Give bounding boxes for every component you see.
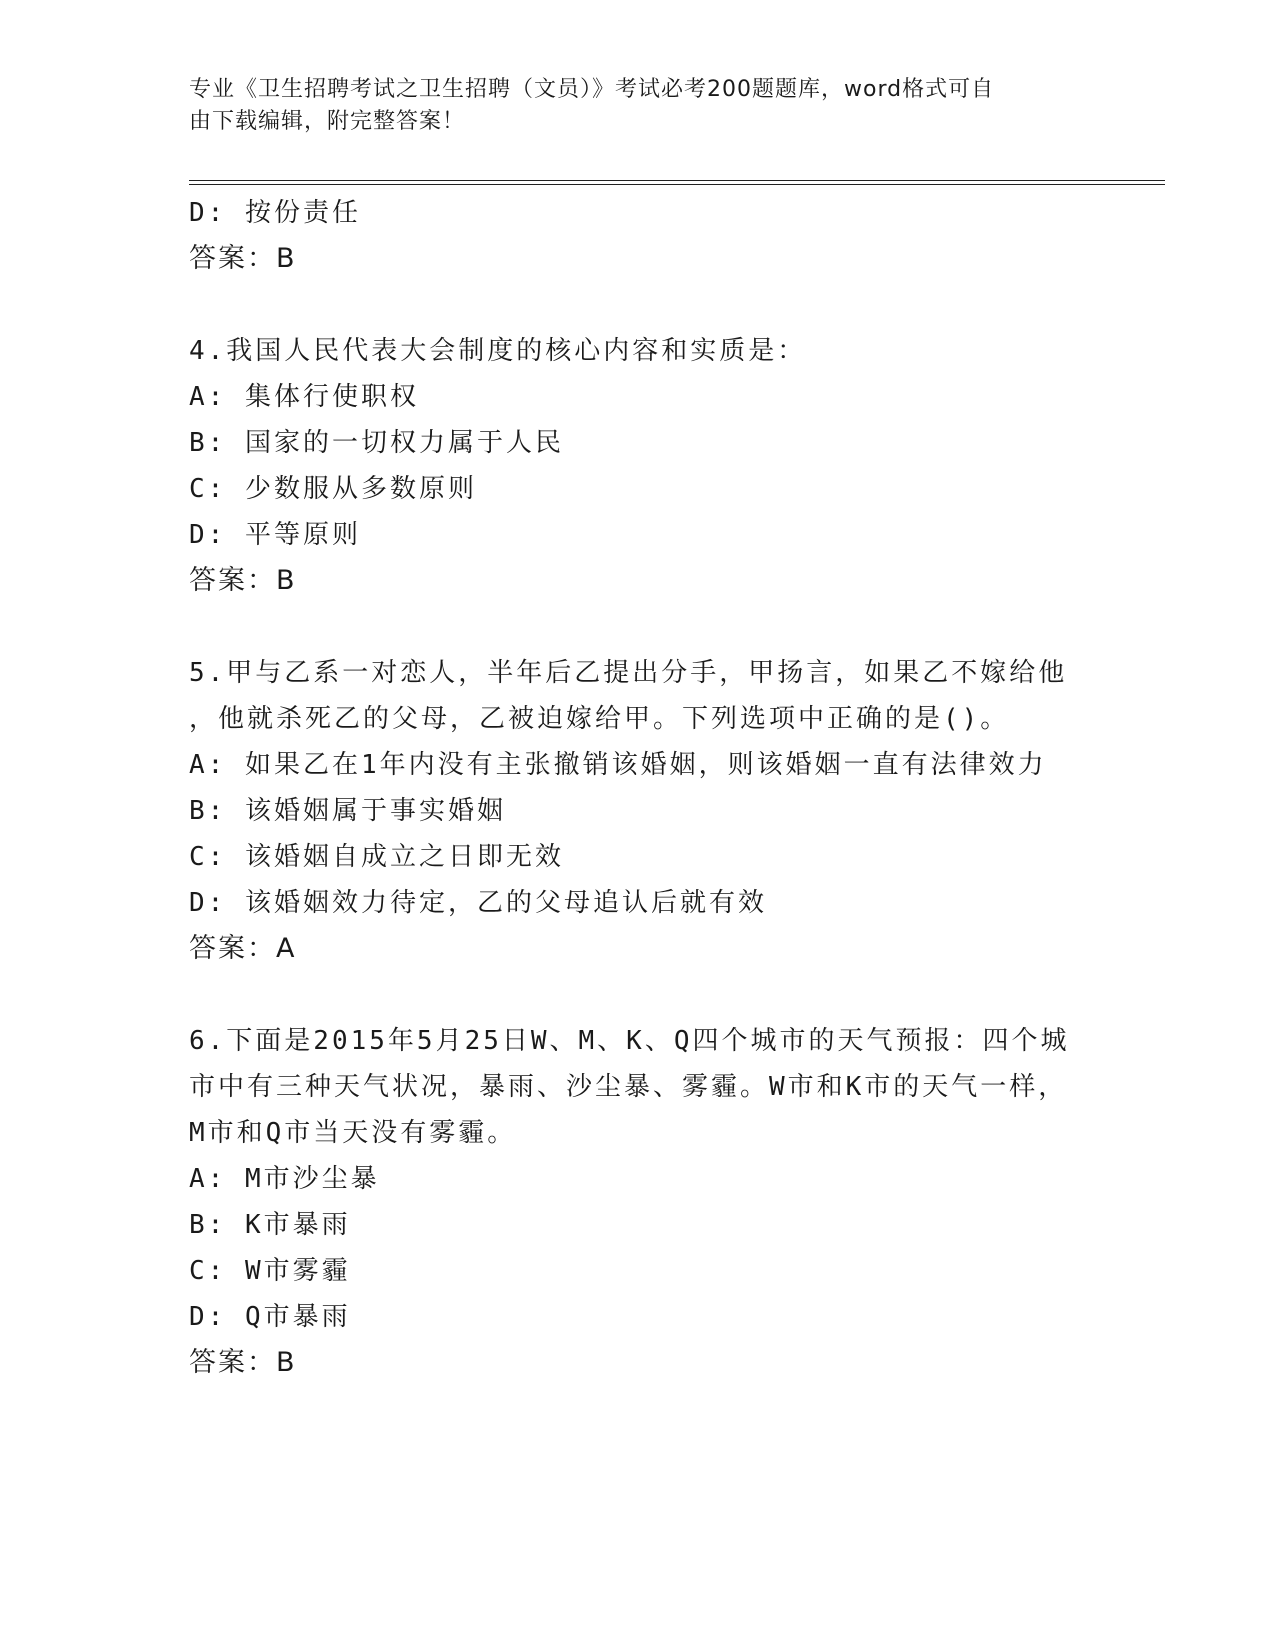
question-stem-line-1: 6.下面是2015年5月25日W、M、K、Q四个城市的天气预报：四个城	[189, 1026, 1070, 1056]
header-divider-top	[189, 180, 1165, 181]
answer-line: 答案：A	[189, 933, 297, 964]
answer-line: 答案：B	[189, 565, 297, 596]
spacer	[189, 972, 1089, 1018]
option-c: C: 该婚姻自成立之日即无效	[189, 842, 564, 872]
option-a: A: 如果乙在1年内没有主张撤销该婚姻，则该婚姻一直有法律效力	[189, 750, 1047, 780]
question-4	[189, 328, 1089, 604]
option-c: C: 少数服从多数原则	[189, 474, 477, 504]
option-a: A: M市沙尘暴	[189, 1164, 380, 1194]
question-content	[189, 190, 1089, 1386]
question-5	[189, 650, 1089, 972]
answer-line: 答案：B	[189, 243, 297, 274]
question-stem-line-2: 市中有三种天气状况，暴雨、沙尘暴、雾霾。W市和K市的天气一样，	[189, 1072, 1068, 1102]
question-stem-line-2: ，他就杀死乙的父母，乙被迫嫁给甲。下列选项中正确的是()。	[189, 704, 1010, 734]
option-d: D: Q市暴雨	[189, 1302, 351, 1332]
header-line-1: 专业《卫生招聘考试之卫生招聘（文员）》考试必考200题题库，word格式可自	[189, 77, 995, 102]
question-3-tail	[189, 190, 1089, 282]
question-6	[189, 1018, 1089, 1386]
header-divider-bottom	[189, 184, 1165, 185]
option-b: B: 国家的一切权力属于人民	[189, 428, 564, 458]
option-d: D: 该婚姻效力待定，乙的父母追认后就有效	[189, 888, 767, 918]
spacer	[189, 604, 1089, 650]
answer-line: 答案：B	[189, 1347, 297, 1378]
question-stem-line-1: 5.甲与乙系一对恋人，半年后乙提出分手，甲扬言，如果乙不嫁给他	[189, 658, 1068, 688]
header-line-2: 由下载编辑，附完整答案！	[189, 109, 466, 134]
document-header	[189, 74, 1089, 138]
option-c: C: W市雾霾	[189, 1256, 351, 1286]
spacer	[189, 282, 1089, 328]
question-stem: 4.我国人民代表大会制度的核心内容和实质是：	[189, 336, 807, 366]
option-d: D: 平等原则	[189, 520, 361, 550]
option-b: B: 该婚姻属于事实婚姻	[189, 796, 506, 826]
option-d: D: 按份责任	[189, 198, 361, 228]
question-stem-line-3: M市和Q市当天没有雾霾。	[189, 1118, 517, 1148]
option-b: B: K市暴雨	[189, 1210, 351, 1240]
option-a: A: 集体行使职权	[189, 382, 419, 412]
